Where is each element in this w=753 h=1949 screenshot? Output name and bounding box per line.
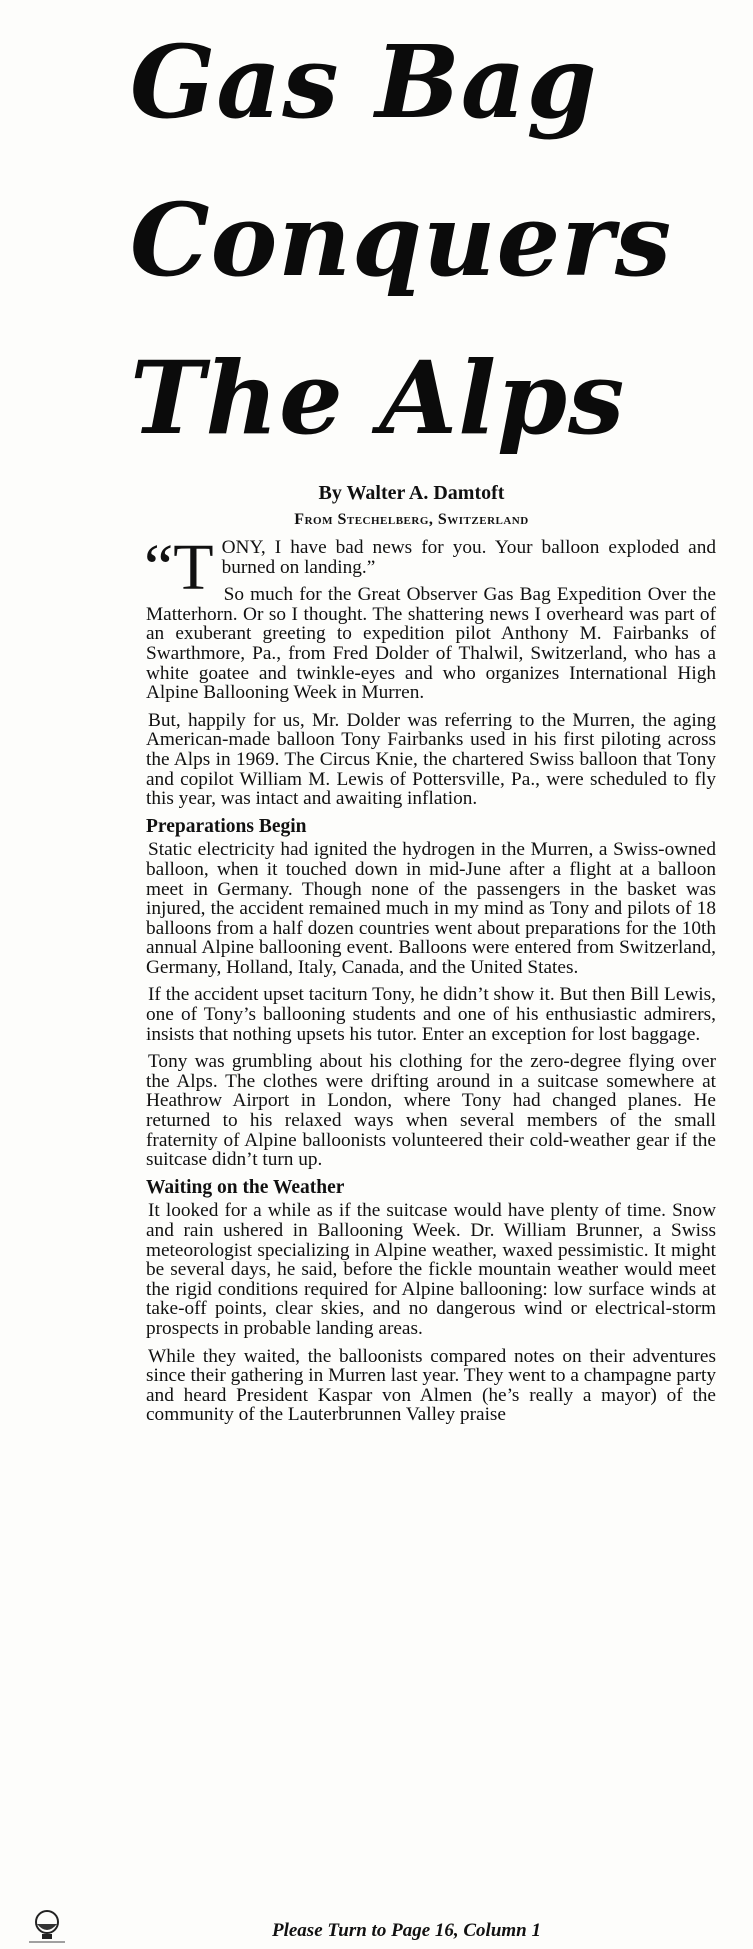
paragraph: It looked for a while as if the suitcase would have plenty of time. Snow and rain ushered in Ballooning Week. Dr. William Brunner, a Swiss meteorologist specializing in Alpine weather, waxed pessimistic. It might be several days, he said, before the fickle mountain weather would meet the rigid conditions required for Alpine ballooning: low surface winds at take-off points, clear skies, and no dangerous wind or electrical-storm prospects in probable landing areas. xyxy=(146,1200,716,1339)
drop-cap: “T xyxy=(144,531,214,604)
subhead-weather: Waiting on the Weather xyxy=(146,1176,345,1198)
lead-text: ONY, I have bad news for you. Your balloon exploded and burned on landing.” xyxy=(221,537,716,578)
article-body xyxy=(144,531,716,1433)
byline: By Walter A. Damtoft xyxy=(318,482,505,504)
subhead-preparations: Preparations Begin xyxy=(146,815,307,837)
lead-paragraph xyxy=(144,531,716,604)
paragraph: If the accident upset taciturn Tony, he didn’t show it. But then Bill Lewis, one of Tony’s ballooning students and one of his enthusiastic admirers, insists that nothing upsets his tutor. Enter an exception for lost baggage. xyxy=(146,984,716,1045)
dateline: From Stechelberg, Switzerland xyxy=(294,511,529,528)
continuation-note: Please Turn to Page 16, Column 1 xyxy=(271,1920,541,1941)
paragraph: Static electricity had ignited the hydrogen in the Murren, a Swiss-owned balloon, when it touched down in mid-June after a flight at a balloon meet in Germany. Though none of the passengers in the basket was injured, the accident remained much in my mind as Tony and pilots of 18 balloons from a half dozen countries went about preparations for the 10th annual Alpine ballooning event. Balloons were entered from Switzerland, Germany, Holland, Italy, Canada, and the United States. xyxy=(146,839,716,978)
balloon-logo-icon xyxy=(27,1908,67,1944)
paragraph: While they waited, the balloonists compared notes on their adventures since their gathering in Murren last year. They went to a champagne party and heard President Kaspar von Almen (he’s really a mayor) of the community of the Lauterbrunnen Valley praise xyxy=(146,1345,716,1426)
paragraph: So much for the Great Observer Gas Bag Expedition Over the Matterhorn. Or so I thought. The shattering news I overheard was part of an exuberant greeting to expedition pilot Anthony M. Fairbanks of Swarthmore, Pa., from Fred Dolder of Thalwil, Switzerland, who has a white goatee and twinkle-eyes and who organizes International High Alpine Ballooning Week in Murren. xyxy=(146,584,716,704)
paragraph: Tony was grumbling about his clothing for the zero-degree flying over the Alps. The clothes were drifting around in a suitcase somewhere at Heathrow Airport in London, where Tony had changed planes. He returned to his relaxed ways when several members of the small fraternity of Alpine balloonists volunteered their cold-weather gear if the suitcase didn’t turn up. xyxy=(146,1051,716,1171)
headline-line-2: Conquers xyxy=(130,181,673,299)
paragraph: But, happily for us, Mr. Dolder was referring to the Murren, the aging American-made balloon Tony Fairbanks used in his first piloting across the Alps in 1969. The Circus Knie, the chartered Swiss balloon that Tony and copilot William M. Lewis of Pottersville, Pa., were scheduled to fly this year, was intact and awaiting inflation. xyxy=(146,709,716,810)
headline-line-3: The Alps xyxy=(130,339,626,457)
headline-line-1: Gas Bag xyxy=(130,23,598,141)
